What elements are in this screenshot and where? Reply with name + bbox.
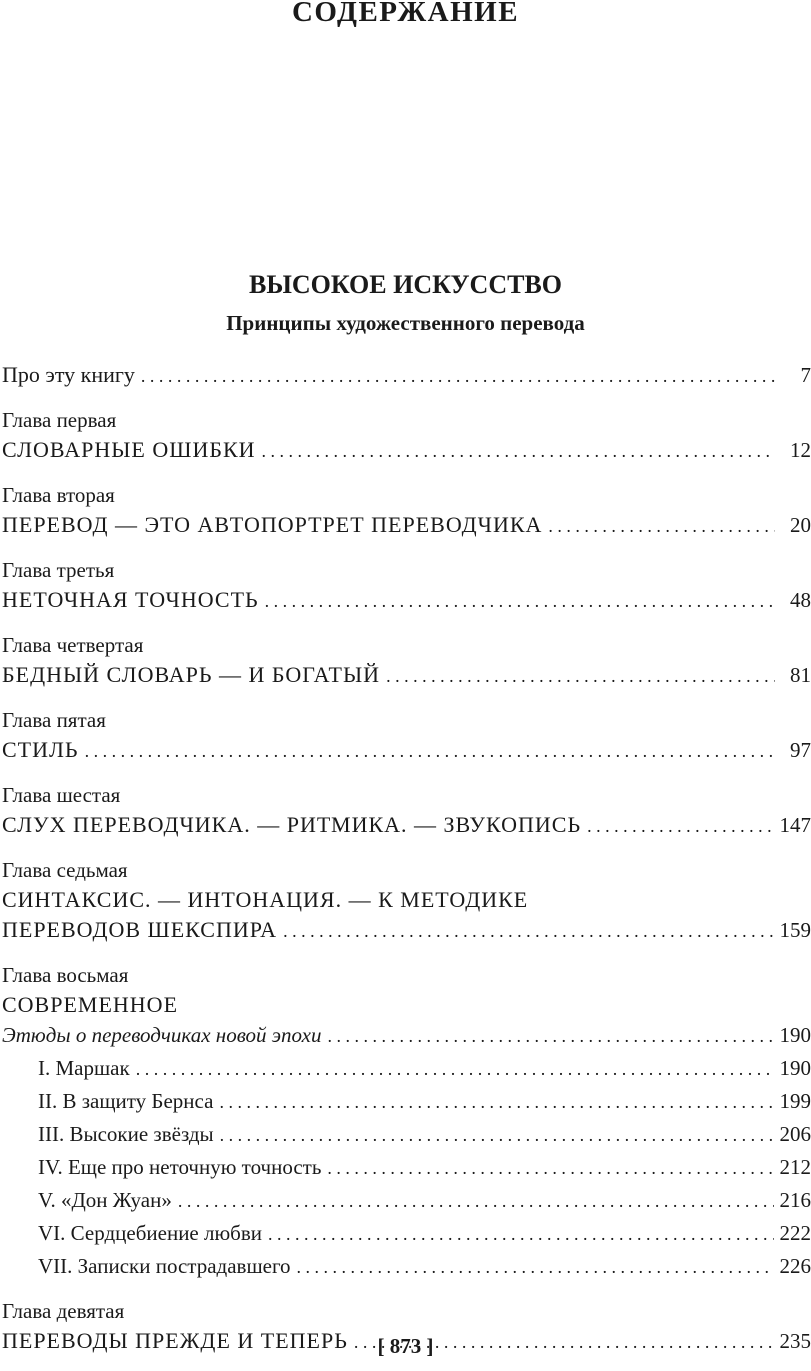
- dot-leader: [386, 660, 775, 691]
- subentry-title: II. В защиту Бернса: [38, 1086, 213, 1116]
- toc-subentry: [2, 1218, 811, 1248]
- dot-leader: [268, 1218, 773, 1249]
- toc-entry-chapter-1: [2, 405, 811, 465]
- page-number: 12: [781, 435, 811, 465]
- page-number: 81: [781, 660, 811, 690]
- toc-entry-chapter-2: [2, 480, 811, 540]
- chapter-label: Глава третья: [2, 555, 811, 585]
- dot-leader: [283, 915, 773, 946]
- dot-leader: [548, 510, 775, 541]
- book-title: ВЫСОКОЕ ИСКУССТВО: [0, 270, 811, 300]
- chapter-title: НЕТОЧНАЯ ТОЧНОСТЬ: [2, 585, 259, 615]
- essays-title: Этюды о переводчиках новой эпохи: [2, 1020, 321, 1050]
- toc-entry-chapter-7: [2, 855, 811, 945]
- dot-leader: [297, 1251, 774, 1282]
- chapter-title: СЛУХ ПЕРЕВОДЧИКА. — РИТМИКА. — ЗВУКОПИСЬ: [2, 810, 581, 840]
- chapter-title: СОВРЕМЕННОЕ: [2, 990, 811, 1020]
- chapter-title: ПЕРЕВОДЫ ПРЕЖДЕ И ТЕПЕРЬ: [2, 1326, 348, 1356]
- toc-entry-chapter-4: [2, 630, 811, 690]
- book-subtitle: Принципы художественного перевода: [0, 311, 811, 336]
- chapter-label: Глава седьмая: [2, 855, 811, 885]
- toc-entry-chapter-3: [2, 555, 811, 615]
- toc-subentry: [2, 1251, 811, 1281]
- subentry-title: IV. Еще про неточную точность: [38, 1152, 321, 1182]
- chapter-title: БЕДНЫЙ СЛОВАРЬ — И БОГАТЫЙ: [2, 660, 380, 690]
- dot-leader: [262, 435, 775, 466]
- chapter-label: Глава шестая: [2, 780, 811, 810]
- dot-leader: [327, 1020, 773, 1051]
- chapter-label: Глава первая: [2, 405, 811, 435]
- toc-subentry: [2, 1152, 811, 1182]
- toc-subentry: [2, 1086, 811, 1116]
- entry-title: Про эту книгу: [2, 360, 135, 390]
- subentry-title: III. Высокие звёзды: [38, 1119, 214, 1149]
- page-number-footer: [ 873 ]: [0, 1334, 811, 1359]
- page-number: 48: [781, 585, 811, 615]
- chapter-title-line-1: СИНТАКСИС. — ИНТОНАЦИЯ. — К МЕТОДИКЕ: [2, 885, 811, 915]
- dot-leader: [265, 585, 775, 616]
- subentry-title: VI. Сердцебиение любви: [38, 1218, 262, 1248]
- page-number: 7: [781, 360, 811, 390]
- page-number: 212: [780, 1152, 811, 1182]
- dot-leader: [141, 360, 775, 391]
- dot-leader: [219, 1086, 773, 1117]
- page-number: 147: [780, 810, 811, 840]
- dot-leader: [220, 1119, 774, 1150]
- dot-leader: [136, 1053, 774, 1084]
- chapter-title: СТИЛЬ: [2, 735, 79, 765]
- page-number: 199: [780, 1086, 811, 1116]
- chapter-label: Глава вторая: [2, 480, 811, 510]
- toc-entry-chapter-8: [2, 960, 811, 1281]
- table-of-contents: [2, 360, 811, 1371]
- toc-subentry: [2, 1185, 811, 1215]
- dot-leader: [587, 810, 773, 841]
- page-number: 20: [781, 510, 811, 540]
- chapter-label: Глава восьмая: [2, 960, 811, 990]
- toc-entry-chapter-5: [2, 705, 811, 765]
- page-number: 159: [780, 915, 811, 945]
- subentry-title: VII. Записки пострадавшего: [38, 1251, 291, 1281]
- page-number: 235: [780, 1326, 811, 1356]
- page-number: 190: [780, 1053, 811, 1083]
- subentry-title: I. Маршак: [38, 1053, 130, 1083]
- toc-entry-chapter-6: [2, 780, 811, 840]
- subentry-title: V. «Дон Жуан»: [38, 1185, 172, 1215]
- page-number: 97: [781, 735, 811, 765]
- dot-leader: [85, 735, 775, 766]
- dot-leader: [327, 1152, 773, 1183]
- chapter-label: Глава пятая: [2, 705, 811, 735]
- chapter-title: ПЕРЕВОД — ЭТО АВТОПОРТРЕТ ПЕРЕВОДЧИКА: [2, 510, 542, 540]
- page-number: 216: [780, 1185, 811, 1215]
- toc-subentry: [2, 1119, 811, 1149]
- page-number: 206: [780, 1119, 811, 1149]
- chapter-title: СЛОВАРНЫЕ ОШИБКИ: [2, 435, 256, 465]
- page-number: 226: [780, 1251, 811, 1281]
- chapter-label: Глава девятая: [2, 1296, 811, 1326]
- toc-entry-intro: [2, 360, 811, 390]
- page-number: 222: [780, 1218, 811, 1248]
- dot-leader: [178, 1185, 774, 1216]
- toc-subentry: [2, 1053, 811, 1083]
- page-number: 190: [780, 1020, 811, 1050]
- page-title: СОДЕРЖАНИЕ: [0, 0, 811, 29]
- chapter-label: Глава четвертая: [2, 630, 811, 660]
- chapter-title-line-2: ПЕРЕВОДОВ ШЕКСПИРА: [2, 915, 277, 945]
